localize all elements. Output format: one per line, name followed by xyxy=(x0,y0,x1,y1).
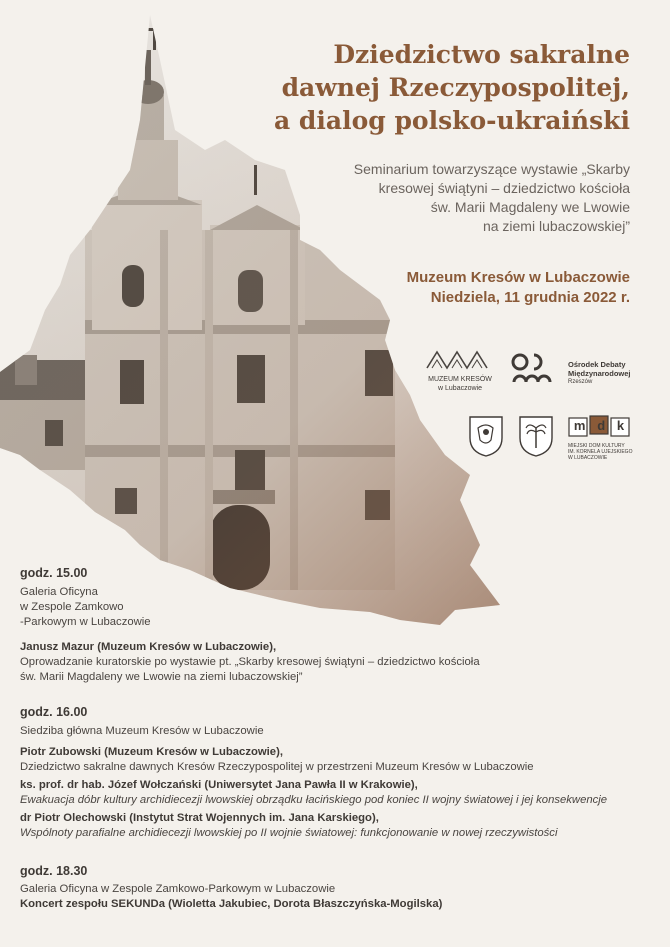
museum-logo-text: MUZEUM KRESÓW xyxy=(428,376,492,383)
subtitle-line: Seminarium towarzyszące wystawie „Skarby xyxy=(353,161,630,177)
museum-mark-icon xyxy=(425,348,495,370)
odm-logo-city: Rzeszów xyxy=(568,379,593,385)
mdk-logo xyxy=(568,414,648,461)
title-line: Dziedzictwo sakralne xyxy=(333,40,630,69)
title-line: dawnej Rzeczypospolitej, xyxy=(281,73,630,102)
mdk-letter: k xyxy=(616,418,625,433)
program-talk: Oprowadzanie kuratorskie po wystawie pt. „Skarby kresowej świątyni – dziedzictwo kościoła xyxy=(20,656,480,668)
venue-place: Muzeum Kresów w Lubaczowie xyxy=(406,269,630,286)
program-time: godz. 15.00 xyxy=(20,566,88,580)
odm-logo-text: Ośrodek Debaty xyxy=(568,360,626,369)
subtitle-line: św. Marii Magdaleny we Lwowie xyxy=(430,199,630,215)
museum-logo-subtext: w Lubaczowie xyxy=(438,385,482,392)
title-line: a dialog polsko-ukraiński xyxy=(274,106,630,135)
page-title xyxy=(230,38,630,137)
mdk-letter: m xyxy=(573,418,586,433)
program-speaker: ks. prof. dr hab. Józef Wołczański (Uniwersytet Jana Pawła II w Krakowie), xyxy=(20,779,418,791)
program-place: w Zespole Zamkowo xyxy=(20,601,124,613)
mdk-letters xyxy=(568,418,630,433)
program-speaker: dr Piotr Olechowski (Instytut Strat Wojennych im. Jana Karskiego), xyxy=(20,812,379,824)
mdk-logo-text: IM. KORNELA UJEJSKIEGO xyxy=(568,449,633,455)
coat-of-arms-icon xyxy=(467,414,505,458)
coat-of-arms-icon xyxy=(517,414,555,458)
program-block-16 xyxy=(20,705,607,841)
venue-info xyxy=(310,268,630,308)
partner-logos xyxy=(425,348,645,468)
program-talk: Dziedzictwo sakralne dawnych Kresów Rzeczypospolitej w przestrzeni Muzeum Kresów w Lubaczowie xyxy=(20,761,534,773)
program-place: Galeria Oficyna w Zespole Zamkowo-Parkowym w Lubaczowie xyxy=(20,883,336,895)
odm-logo-text: Międzynarodowej xyxy=(568,369,631,378)
subtitle xyxy=(300,160,630,236)
program-time: godz. 16.00 xyxy=(20,705,88,719)
mdk-logo-text: MIEJSKI DOM KULTURY xyxy=(568,443,625,449)
program-speaker: Piotr Zubowski (Muzeum Kresów w Lubaczowie), xyxy=(20,746,283,758)
mdk-letter: d xyxy=(597,418,606,433)
program-speaker: Janusz Mazur (Muzeum Kresów w Lubaczowie), xyxy=(20,641,277,653)
program-block-15 xyxy=(20,566,480,685)
program-place: Siedziba główna Muzeum Kresów w Lubaczowie xyxy=(20,725,264,737)
museum-logo xyxy=(425,348,495,393)
program-talk: Ewakuacja dóbr kultury archidiecezji lwowskiej obrządku łacińskiego pod koniec II wojny światowej i jej konsekwencje xyxy=(20,794,608,806)
program-block-1830 xyxy=(20,864,442,912)
subtitle-line: kresowej świątyni – dziedzictwo kościoła xyxy=(378,180,630,196)
program-concert: Koncert zespołu SEKUNDa (Wioletta Jakubiec, Dorota Błaszczyńska-Mogilska) xyxy=(20,898,443,910)
program-place: -Parkowym w Lubaczowie xyxy=(20,616,151,628)
program-talk: Wspólnoty parafialne archidiecezji lwowskiej po II wojnie światowej: funkcjonowanie w nowej rzeczywistości xyxy=(20,827,558,839)
subtitle-line: na ziemi lubaczowskiej” xyxy=(482,218,630,234)
mdk-logo-text: W LUBACZOWIE xyxy=(568,455,608,461)
program-place: Galeria Oficyna xyxy=(20,586,98,598)
program-time: godz. 18.30 xyxy=(20,864,88,878)
program-talk: św. Marii Magdaleny we Lwowie na ziemi lubaczowskiej” xyxy=(20,671,303,683)
venue-date: Niedziela, 11 grudnia 2022 r. xyxy=(430,289,630,306)
odm-mark-icon xyxy=(510,352,554,392)
